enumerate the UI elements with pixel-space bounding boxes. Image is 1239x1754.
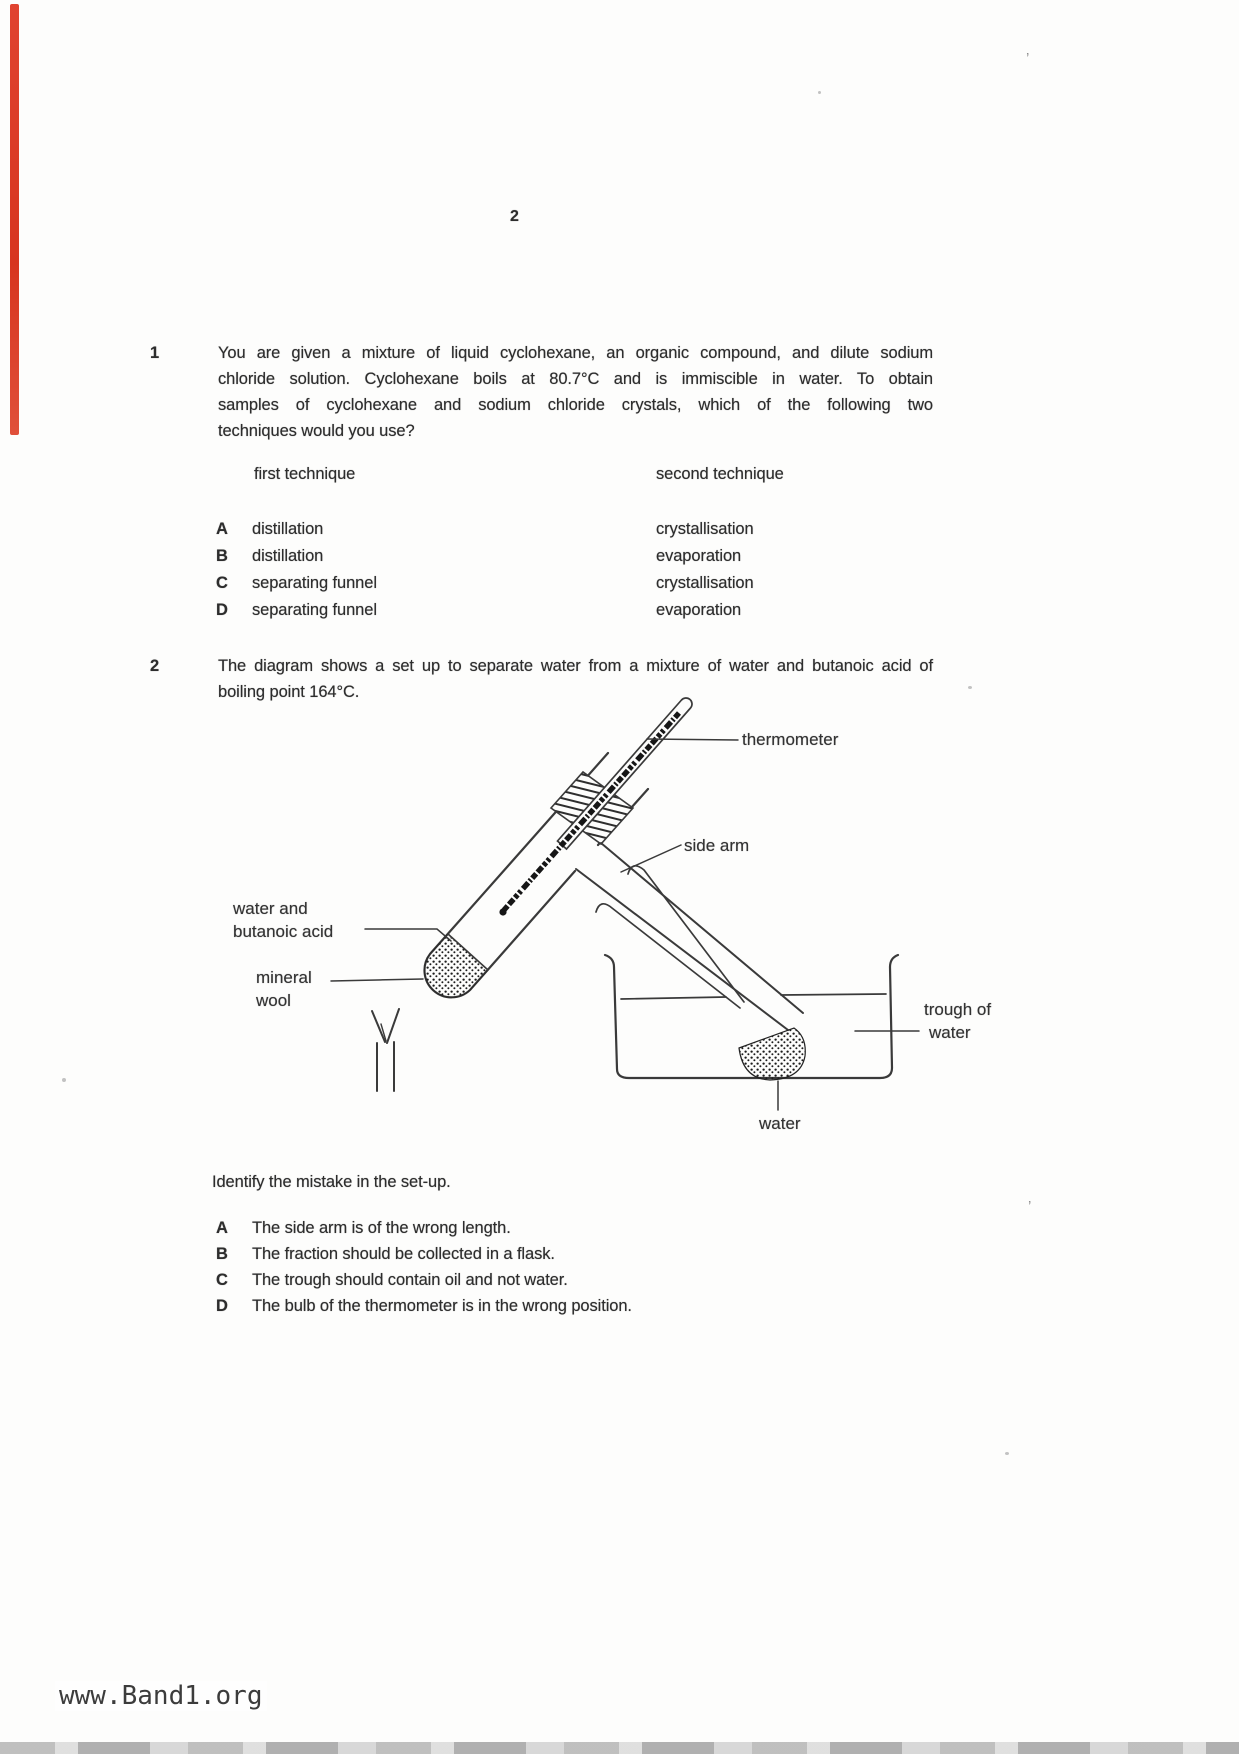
label-wool-line1: mineral (256, 968, 312, 987)
label-mineral-wool (256, 966, 312, 1012)
q1-line: You are given a mixture of liquid cyclohexane, an organic compound, and dilute sodium (218, 344, 933, 362)
q1-option-second: crystallisation (656, 574, 754, 592)
label-trough-line2: water (929, 1023, 971, 1042)
q2-option-row (216, 1241, 1036, 1267)
q1-col-header-second: second technique (656, 465, 784, 483)
collected-water (739, 1028, 805, 1080)
q2-option-row (216, 1215, 1036, 1241)
label-water: water (759, 1114, 801, 1133)
label-side-arm: side arm (684, 836, 750, 855)
label-trough-line1: trough of (924, 1000, 992, 1019)
q1-option-second: crystallisation (656, 520, 754, 538)
q1-option-first: distillation (252, 547, 324, 565)
label-mixture-line2: butanoic acid (233, 922, 334, 941)
label-leader-lines (331, 739, 919, 1110)
q2-option-letter: D (216, 1297, 228, 1315)
q1-option-first: distillation (252, 520, 324, 538)
q2-option-letter: B (216, 1245, 228, 1263)
q2-option-row (216, 1293, 1036, 1319)
page-number: 2 (510, 208, 519, 225)
q1-option-letter: D (216, 601, 228, 619)
label-trough (924, 998, 991, 1044)
label-thermometer: thermometer (742, 730, 839, 749)
q1-line: chloride solution. Cyclohexane boils at 80.7°C and is immiscible in water. To obtain (218, 370, 933, 388)
q1-line: techniques would you use? (218, 422, 415, 440)
q1-option-letter: C (216, 574, 228, 592)
side-arm-inner-tube (596, 866, 744, 1008)
label-mixture (233, 897, 333, 943)
q1-option-second: evaporation (656, 547, 742, 565)
q2-line: boiling point 164°C. (218, 683, 360, 701)
q1-option-letter: B (216, 547, 228, 565)
q2-line: The diagram shows a set up to separate water from a mixture of water and butanoic acid of (218, 657, 933, 675)
q2-prompt: Identify the mistake in the set-up. (212, 1173, 451, 1191)
scan-speck (62, 1078, 66, 1082)
scan-speck (1005, 1452, 1009, 1455)
q1-option-first: separating funnel (252, 601, 377, 619)
q2-option-row (216, 1267, 1036, 1293)
q1-option-first: separating funnel (252, 574, 377, 592)
thermometer-bulb (499, 908, 506, 915)
side-arm (576, 843, 803, 1030)
scan-speck (968, 686, 972, 689)
q2-option-text: The side arm is of the wrong length. (252, 1219, 511, 1237)
trough-water-line (621, 994, 886, 999)
label-mixture-line1: water and (233, 899, 308, 918)
q1-option-letter: A (216, 520, 228, 538)
q1-line: samples of cyclohexane and sodium chloride crystals, which of the following two (218, 396, 933, 414)
label-wool-line2: wool (256, 991, 291, 1010)
scan-speck (818, 91, 821, 94)
scan-speck: ’ (1026, 50, 1030, 67)
q2-option-letter: A (216, 1219, 228, 1237)
q2-option-text: The fraction should be collected in a flask. (252, 1245, 555, 1263)
scan-speck: ’ (1028, 1198, 1032, 1215)
q2-option-letter: C (216, 1271, 228, 1289)
mineral-wool (424, 934, 488, 997)
q1-option-second: evaporation (656, 601, 742, 619)
q1-number: 1 (150, 344, 160, 362)
q2-option-text: The trough should contain oil and not water. (252, 1271, 568, 1289)
q1-col-header-first: first technique (254, 465, 356, 483)
q2-number: 2 (150, 657, 160, 675)
scan-bottom-band (0, 1742, 1239, 1754)
watermark: www.Band1.org (55, 1681, 267, 1711)
burner-flame (372, 1009, 399, 1091)
q2-option-text: The bulb of the thermometer is in the wrong position. (252, 1297, 632, 1315)
